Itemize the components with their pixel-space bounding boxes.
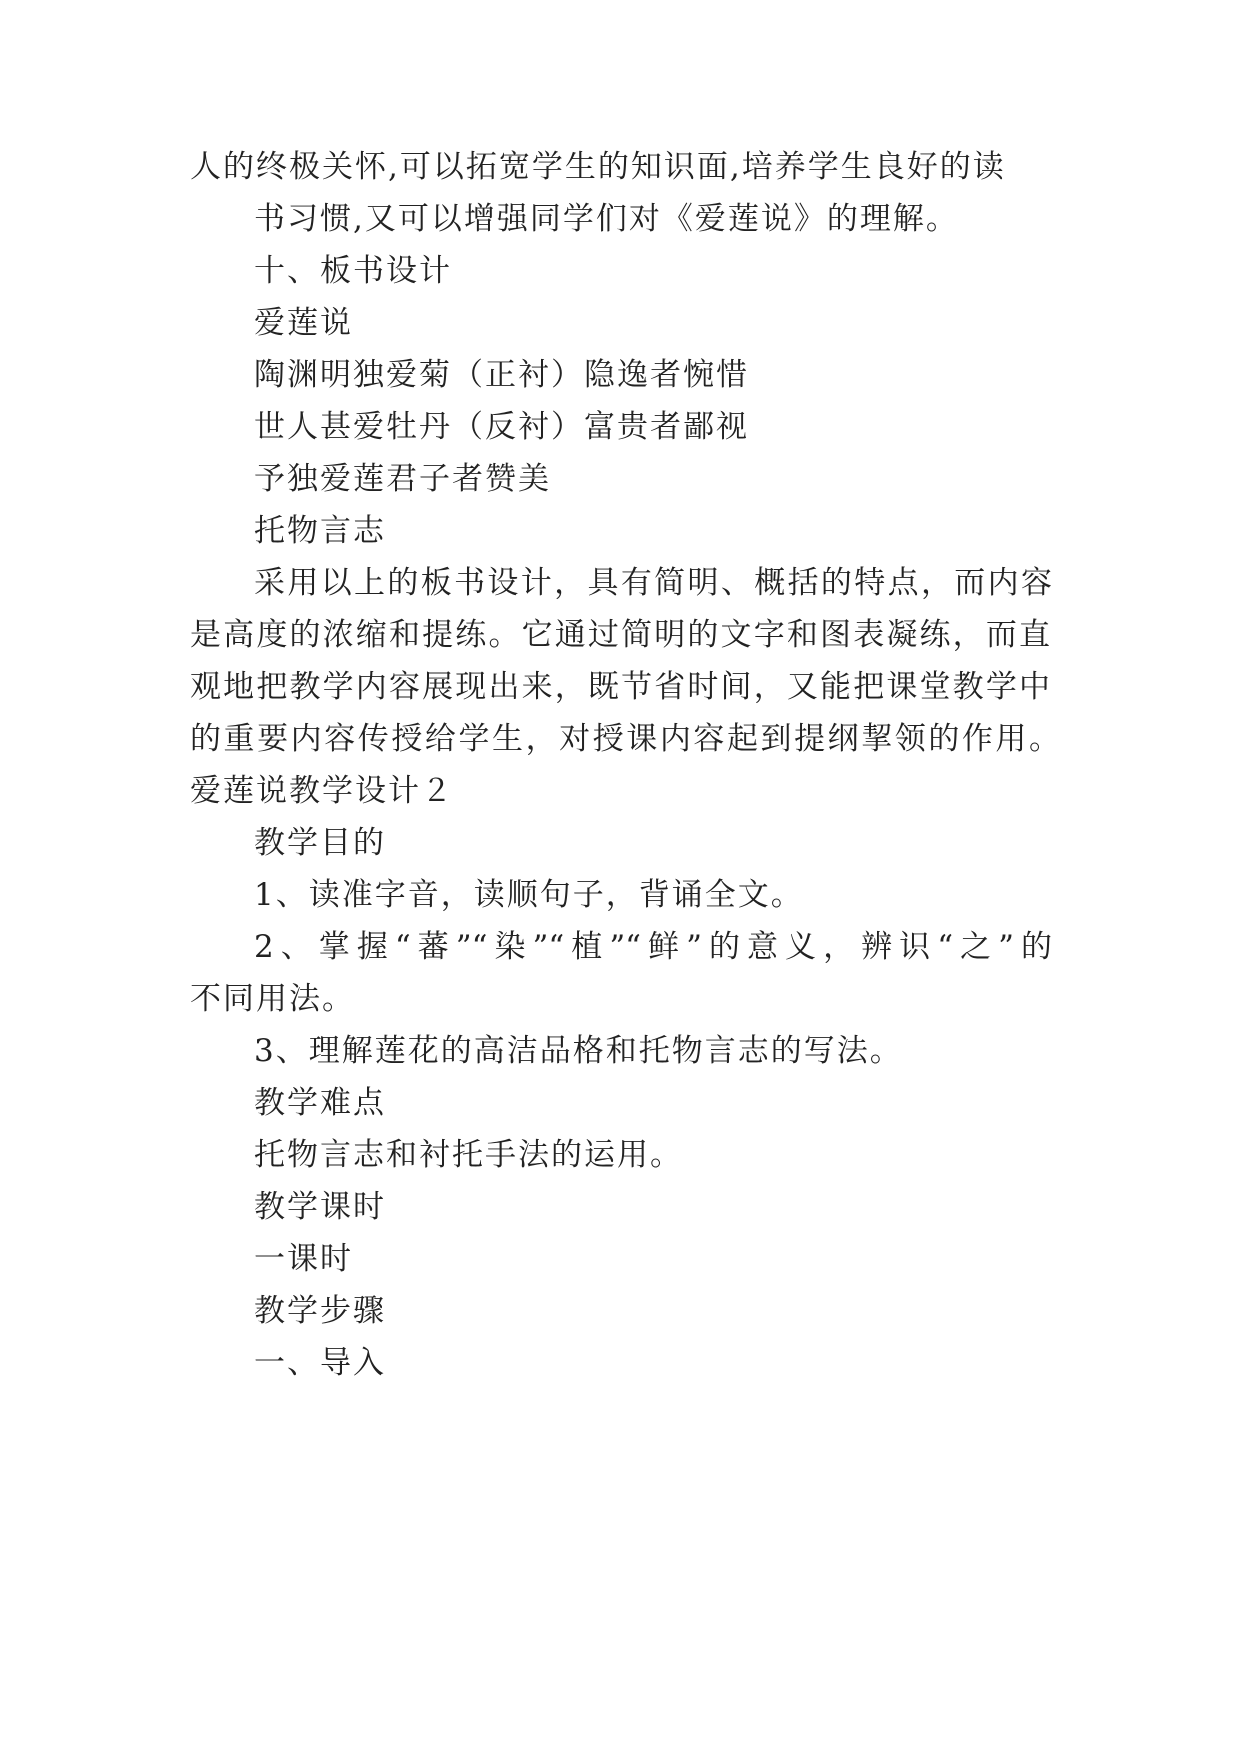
text-line: 爱莲说 (254, 305, 353, 341)
list-item: 2、掌握“蕃”“染”“植”“鲜”的意义，辨识“之”的 (254, 929, 1052, 965)
text-line: 世人甚爱牡丹（反衬）富贵者鄙视 (254, 409, 749, 445)
text-line: 托物言志和衬托手法的运用。 (254, 1137, 683, 1173)
section-heading: 一、导入 (254, 1345, 386, 1381)
section-title: 爱莲说教学设计２ (190, 773, 454, 809)
text-line: 是高度的浓缩和提练。它通过简明的文字和图表凝练，而直 (190, 617, 1050, 653)
text-line: 观地把教学内容展现出来，既节省时间，又能把课堂教学中 (190, 669, 1050, 705)
text-line: 采用以上的板书设计，具有简明、概括的特点，而内容 (254, 565, 1052, 601)
text-line: 人的终极关怀,可以拓宽学生的知识面,培养学生良好的读 (190, 149, 1006, 185)
text-line: 陶渊明独爱菊（正衬）隐逸者惋惜 (254, 357, 749, 393)
section-heading: 教学步骤 (254, 1293, 386, 1329)
text-line: 不同用法。 (190, 981, 355, 1017)
text-line: 书习惯,又可以增强同学们对《爱莲说》的理解。 (254, 201, 959, 237)
text-line: 托物言志 (254, 513, 386, 549)
text-line: 的重要内容传授给学生，对授课内容起到提纲挈领的作用。 (190, 721, 1060, 757)
section-heading: 十、板书设计 (254, 253, 452, 289)
section-heading: 教学难点 (254, 1085, 386, 1121)
text-line: 予独爱莲君子者赞美 (254, 461, 551, 497)
text-line: 一课时 (254, 1241, 353, 1277)
list-item: 3、理解莲花的高洁品格和托物言志的写法。 (254, 1033, 903, 1069)
list-item: 1、读准字音，读顺句子，背诵全文。 (254, 877, 804, 913)
section-heading: 教学目的 (254, 825, 386, 861)
section-heading: 教学课时 (254, 1189, 386, 1225)
